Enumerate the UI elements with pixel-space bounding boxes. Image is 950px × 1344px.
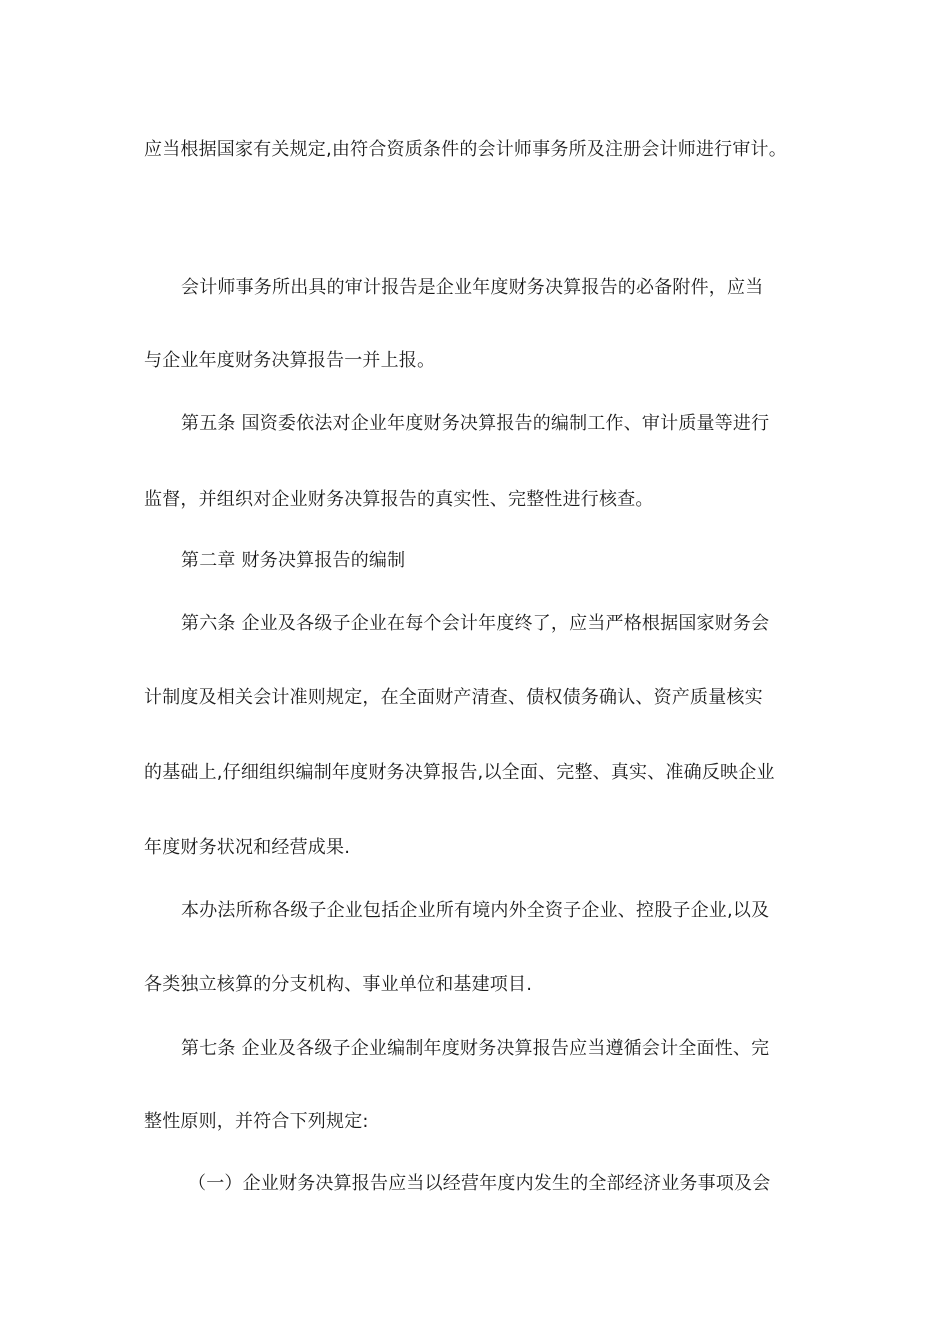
chapter-heading: 第二章 财务决算报告的编制 [181, 550, 406, 571]
paragraph-line: 会计师事务所出具的审计报告是企业年度财务决算报告的必备附件，应当 [181, 277, 764, 298]
list-item-line: （一）企业财务决算报告应当以经营年度内发生的全部经济业务事项及会 [188, 1173, 771, 1194]
paragraph-line: 监督，并组织对企业财务决算报告的真实性、完整性进行核查。 [144, 489, 654, 510]
paragraph-line: 整性原则，并符合下列规定: [144, 1111, 369, 1132]
paragraph-line: 年度财务状况和经营成果. [144, 837, 351, 858]
paragraph-line: 本办法所称各级子企业包括企业所有境内外全资子企业、控股子企业,以及 [181, 900, 770, 921]
article-6-heading-line: 第六条 企业及各级子企业在每个会计年度终了，应当严格根据国家财务会 [181, 613, 770, 634]
paragraph-line: 的基础上,仔细组织编制年度财务决算报告,以全面、完整、真实、准确反映企业 [144, 762, 775, 783]
article-7-heading-line: 第七条 企业及各级子企业编制年度财务决算报告应当遵循会计全面性、完 [181, 1038, 770, 1059]
paragraph-line: 各类独立核算的分支机构、事业单位和基建项目. [144, 974, 533, 995]
paragraph-line: 与企业年度财务决算报告一并上报。 [144, 350, 436, 371]
paragraph-line: 应当根据国家有关规定,由符合资质条件的会计师事务所及注册会计师进行审计。 [144, 139, 787, 160]
paragraph-line: 计制度及相关会计准则规定，在全面财产清查、债权债务确认、资产质量核实 [144, 687, 763, 708]
article-5-heading-line: 第五条 国资委依法对企业年度财务决算报告的编制工作、审计质量等进行 [181, 413, 770, 434]
